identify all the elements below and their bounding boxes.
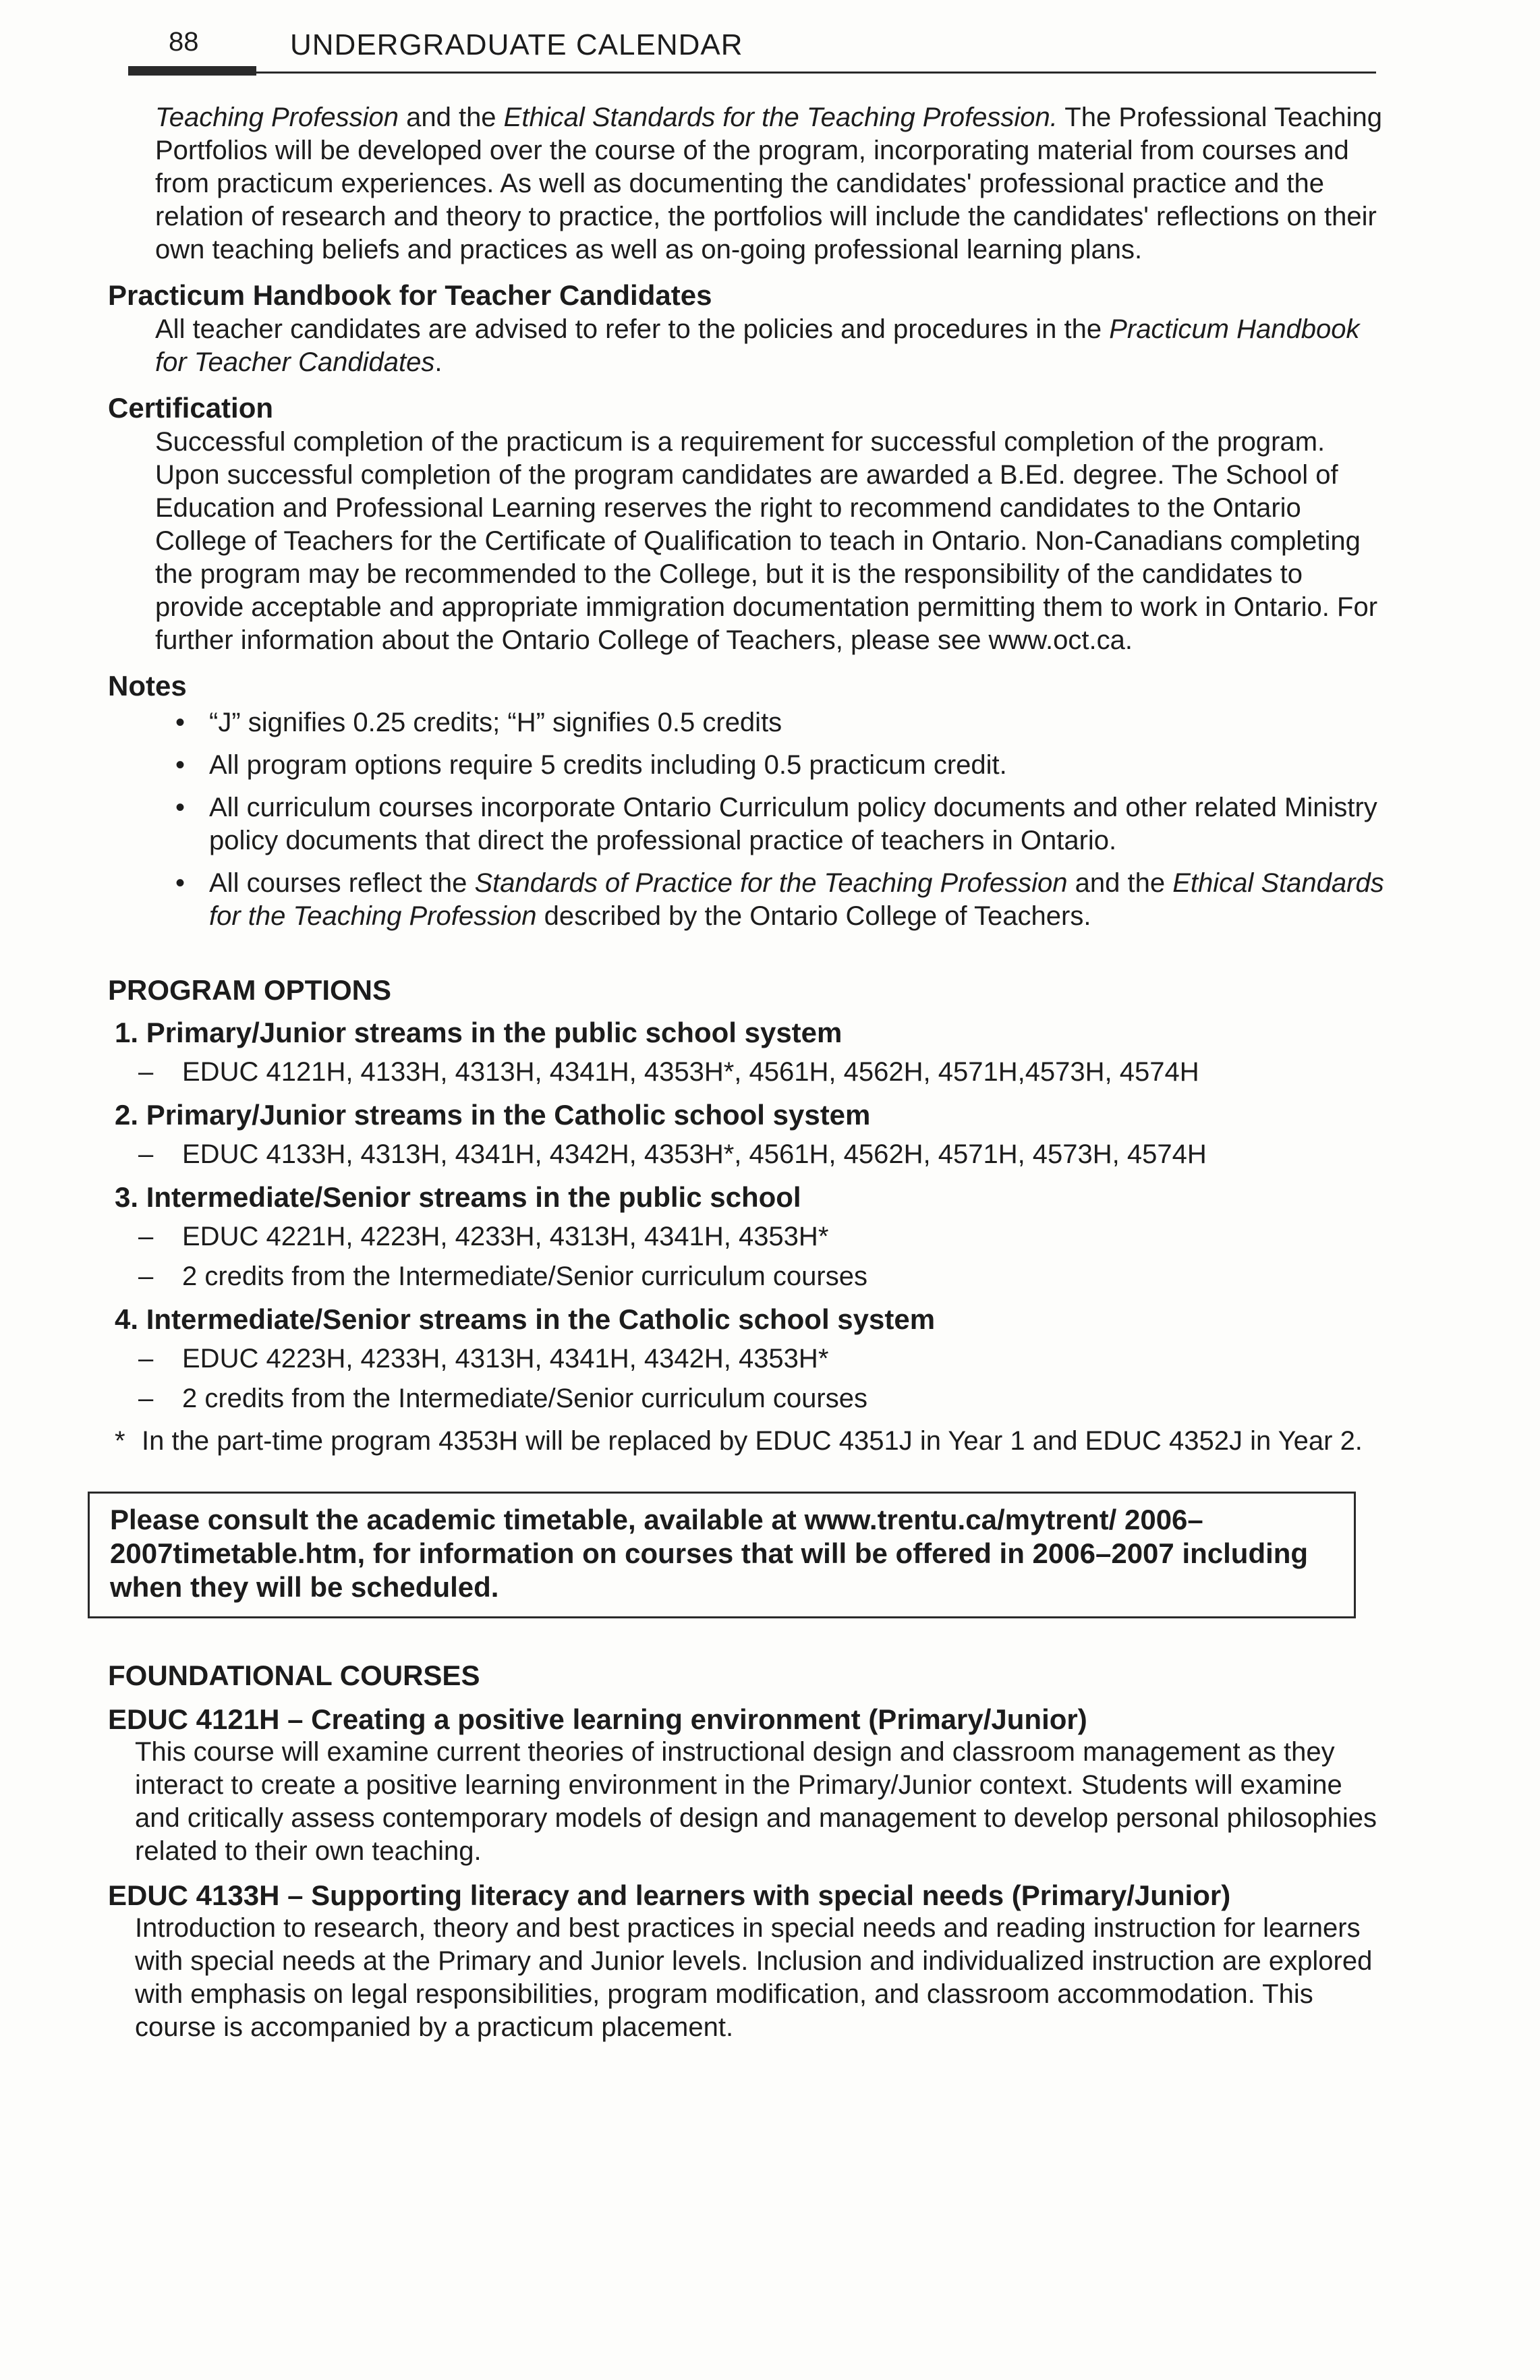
certification-heading: Certification: [108, 392, 274, 424]
option-1-courses: [108, 1056, 1390, 1089]
intro-paragraph: [108, 101, 1390, 266]
footnote-text: In the part-time program 4353H will be replaced by EDUC 4351J in Year 1 and EDUC 4352J in Year 2.: [142, 1426, 1363, 1456]
note-text-4b: and the: [1067, 868, 1173, 898]
option-3-courses: [108, 1220, 1390, 1253]
option-4-courses: [108, 1342, 1390, 1376]
note-text-4c: described by the Ontario College of Teachers.: [536, 901, 1091, 931]
dash: –: [138, 1344, 154, 1373]
option-3-title: 3. Intermediate/Senior streams in the public school: [115, 1181, 801, 1213]
course-4121h-description: This course will examine current theories of instructional design and classroom management as they interact to create a positive learning environment in the Primary/Junior context. Students will examine and critically assess contemporary models of design and management to develop personal philosophies related to their own teaching.: [135, 1737, 1377, 1866]
option-1-courses-text: EDUC 4121H, 4133H, 4313H, 4341H, 4353H*, 4561H, 4562H, 4571H,4573H, 4574H: [182, 1057, 1199, 1087]
option-2-title: 2. Primary/Junior streams in the Catholic school system: [115, 1099, 871, 1131]
list-item: [175, 749, 1390, 782]
course-4121h-title: EDUC 4121H – Creating a positive learning environment (Primary/Junior): [108, 1703, 1087, 1735]
bullet: •: [175, 750, 186, 780]
option-3-credits-text: 2 credits from the Intermediate/Senior curriculum courses: [182, 1262, 867, 1291]
dash: –: [138, 1262, 154, 1291]
practicum-italic: Practicum Handbook for Teacher Candidates: [155, 314, 1360, 377]
practicum-end: .: [434, 347, 443, 377]
note-text-3: All curriculum courses incorporate Ontario Curriculum policy documents and other related Ministry policy documents that direct the professional practice of teachers in Ontario.: [209, 793, 1377, 855]
intro-text-rest: The Professional Teaching Portfolios will be developed over the course of the program, incorporating material from courses and from practicum experiences. As well as documenting the candidates' professional practice and the relation of research and theory to practice, the portfolios will include the candidates' reflections on their own teaching beliefs and practices as well as on-going professional learning plans.: [155, 103, 1382, 264]
dash: –: [138, 1384, 154, 1413]
list-item: [175, 706, 1390, 739]
dash: –: [138, 1139, 154, 1169]
timetable-notice-box: Please consult the academic timetable, available at www.trentu.ca/mytrent/ 2006–2007timetable.htm, for information on courses that will be offered in 2006–2007 including when they will be scheduled.: [88, 1492, 1356, 1618]
bullet: •: [175, 708, 186, 737]
header-rule: [128, 72, 1376, 74]
note-text-1: “J” signifies 0.25 credits; “H” signifies 0.5 credits: [209, 708, 782, 737]
header-bar: [128, 66, 256, 76]
option-4-credits-text: 2 credits from the Intermediate/Senior curriculum courses: [182, 1384, 867, 1413]
intro-text-1: and the: [398, 103, 504, 132]
option-2-courses: [108, 1138, 1390, 1171]
practicum-paragraph: [108, 313, 1390, 379]
note-italic-4b: Ethical Standards for the Teaching Profession: [209, 868, 1384, 931]
list-item: [175, 867, 1390, 933]
header-title: UNDERGRADUATE CALENDAR: [290, 28, 743, 61]
practicum-text: All teacher candidates are advised to refer to the policies and procedures in the: [155, 314, 1110, 344]
notes-list: [108, 706, 1390, 933]
note-text-2: All program options require 5 credits including 0.5 practicum credit.: [209, 750, 1007, 780]
page-content: [108, 101, 1390, 2044]
program-options-heading: PROGRAM OPTIONS: [108, 974, 392, 1006]
option-1-title: 1. Primary/Junior streams in the public school system: [115, 1017, 843, 1048]
option-4-credits: [108, 1382, 1390, 1415]
option-4-title: 4. Intermediate/Senior streams in the Catholic school system: [115, 1303, 936, 1335]
option-3-courses-text: EDUC 4221H, 4223H, 4233H, 4313H, 4341H, 4353H*: [182, 1222, 829, 1251]
dash: –: [138, 1222, 154, 1251]
intro-italic-2: Ethical Standards for the Teaching Profession.: [503, 103, 1058, 132]
option-3-credits: [108, 1260, 1390, 1293]
notes-heading: Notes: [108, 670, 187, 702]
bullet: •: [175, 793, 186, 822]
note-text-4a: All courses reflect the: [209, 868, 475, 898]
running-header: [128, 22, 1376, 76]
course-4133h-description: Introduction to research, theory and best practices in special needs and reading instruction for learners with special needs at the Primary and Junior levels. Inclusion and individualized instruction are explored with emphasis on legal responsibilities, program modification, and classroom accommodation. This course is accompanied by a practicum placement.: [135, 1913, 1373, 2042]
dash: –: [138, 1057, 154, 1087]
page-number: 88: [169, 27, 199, 57]
option-2-courses-text: EDUC 4133H, 4313H, 4341H, 4342H, 4353H*, 4561H, 4562H, 4571H, 4573H, 4574H: [182, 1139, 1207, 1169]
list-item: [175, 791, 1390, 857]
intro-italic-1: Teaching Profession: [155, 103, 399, 132]
footnote-mark: *: [115, 1426, 125, 1456]
foundational-courses-heading: FOUNDATIONAL COURSES: [108, 1660, 480, 1691]
note-italic-4a: Standards of Practice for the Teaching Profession: [474, 868, 1068, 898]
option-4-courses-text: EDUC 4223H, 4233H, 4313H, 4341H, 4342H, 4353H*: [182, 1344, 829, 1373]
certification-paragraph: Successful completion of the practicum is a requirement for successful completion of the program. Upon successful completion of the program candidates are awarded a B.Ed. degree. The School of Education and Professional Learning reserves the right to recommend candidates to the Ontario College of Teachers for the Certificate of Qualification to teach in Ontario. Non-Canadians completing the program may be recommended to the College, but it is the responsibility of the candidates to provide acceptable and appropriate immigration documentation permitting them to work in Ontario. For further information about the Ontario College of Teachers, please see www.oct.ca.: [155, 427, 1378, 655]
practicum-heading: Practicum Handbook for Teacher Candidates: [108, 279, 712, 311]
bullet: •: [175, 868, 186, 898]
program-footnote: [108, 1425, 1390, 1458]
course-4133h-title: EDUC 4133H – Supporting literacy and learners with special needs (Primary/Junior): [108, 1879, 1231, 1911]
